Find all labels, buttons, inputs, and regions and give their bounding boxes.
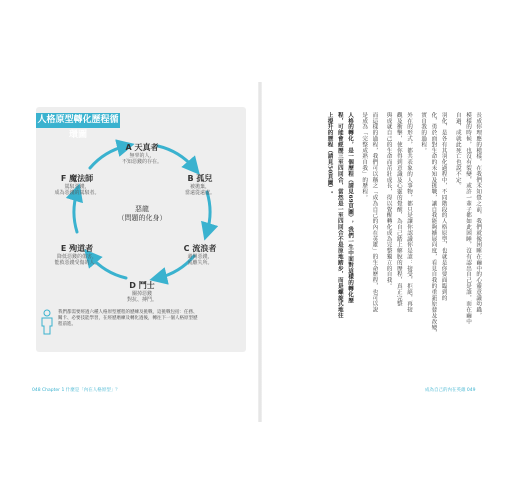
node-e-martyr — [42, 244, 112, 266]
node-d-desc-1: 關掉惡錢 — [131, 291, 152, 297]
text-column: 外在的形式，都共表象的人事物，都只是讓你認識你是誰：接受，拒絕，再接 — [406, 112, 412, 313]
node-a-desc-2: 不知惡錢的存在。 — [121, 159, 162, 165]
arrow-e-f — [74, 192, 77, 232]
text-column: 長成你理應的模樣，在我們未知覺之前，我們就像困睡在繭中的心靈意識幼蟲， — [475, 112, 482, 319]
node-a-innocent — [112, 143, 172, 165]
node-c-wanderer — [172, 244, 228, 266]
text-column: 自過，成就此死亡也說不定。 — [454, 112, 461, 189]
arrow-b-c — [207, 192, 210, 232]
text-column: 化，勇於面對生命的未知及挑戰，讓自我能夠擴展向度，看見自我的重新原發及改變， — [430, 112, 437, 337]
node-e-desc-1: 降低惡錢的傷害， — [56, 254, 97, 260]
node-d-desc-2: 對抗、搏鬥。 — [126, 297, 157, 303]
text-column: 人格的轉化，是一個歷程（請見69頁圖），我們一生中面對這樣的轉化歷 — [347, 112, 353, 304]
center-title: 惡龍 — [135, 205, 149, 213]
node-b-desc-1: 被拋棄， — [189, 184, 210, 190]
node-b-orphan — [172, 174, 228, 196]
node-c-desc-1: 避開惡錢， — [187, 254, 213, 260]
node-c-desc-2: 流離失所。 — [187, 260, 213, 266]
diagram-note: 我們都需要經過六種人格原型歷程的歷練及挑戰，這挑戰包括：任務、關卡、必要技能學習，在經歷磨練及轉化過後，轉往下一個人格原型歷程前進。 — [58, 310, 198, 327]
node-e-desc-2: 能救惡錢受傷的人。 — [54, 260, 100, 266]
node-a-desc-1: 無辜的人， — [129, 153, 155, 159]
footer-left: 048 Chapter 1 什麼是「內在人格原型」？ — [32, 388, 120, 393]
center-subtitle: （問題的化身） — [117, 214, 167, 222]
person-figure-icon — [40, 309, 54, 335]
text-column: 程，可能會經歷三至四回合，當然是一至四回合不是原地踏步，而是螺旋式地往 — [336, 112, 343, 319]
footer-right: 成為自己的內在英雄 049 — [425, 388, 476, 393]
diagram-title: 人格原型轉化歷程循環圖 — [37, 115, 119, 140]
node-c-label: C 流浪者 — [183, 244, 217, 253]
text-column: 實自我的過程。 — [420, 112, 427, 154]
node-d-warrior — [114, 281, 170, 303]
center-dragon — [102, 205, 182, 223]
node-d-label: D 鬥士 — [129, 281, 155, 290]
node-f-magician — [44, 174, 110, 196]
node-f-desc-2: 成為惡錢的駕馭者。 — [54, 190, 100, 196]
node-f-label: F 魔法師 — [60, 174, 94, 183]
text-column: 上提升的歷程（請見50頁圖）。 — [326, 112, 333, 198]
node-e-label: E 殉道者 — [60, 244, 94, 253]
node-f-desc-1: 駕馭惡錢， — [64, 184, 90, 190]
text-column: 與成就自己的生命而茁壯成長，得以覺醒轉化成為完整獨立的自我。 — [385, 112, 392, 289]
text-column: 是成為「完整成熟自我」的歷程。 — [361, 112, 368, 201]
text-column: 羽化，是各有其羽化過程中，不同階段的人格原型，也就是你要面臨到的 — [440, 112, 447, 301]
text-column: 觀及衝擊，使你得到意識及心靈的覺醒，為自己踏上解脫的歷程，真正完整 — [395, 112, 402, 307]
text-column: 而這樣的過程，我們可以稱之「成為自己的內在英雄」的生命歷程，也可以說 — [371, 112, 378, 313]
text-column: 模樣的時候，也沒有裂變，或許一輩子都如此困睡，沒有認出自己是誰，而在繭中 — [465, 112, 471, 325]
node-b-label: B 孤兒 — [187, 174, 213, 183]
node-b-desc-2: 當遠從遠處。 — [184, 190, 215, 196]
node-a-label: A 天真者 — [125, 143, 159, 152]
